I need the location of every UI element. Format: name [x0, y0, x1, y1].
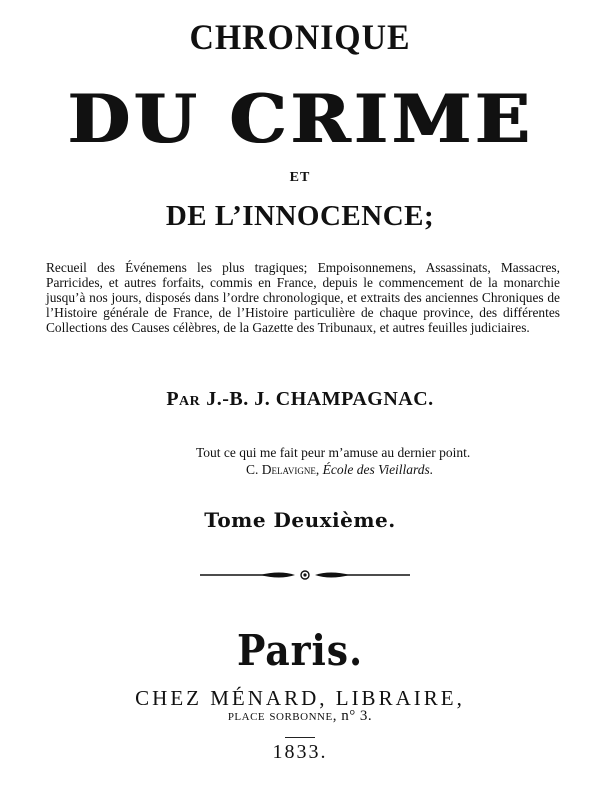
title-line-innocence: DE L’INNOCENCE; [165, 200, 435, 232]
imprint-publisher: CHEZ MÉNARD, LIBRAIRE, [135, 686, 465, 710]
author-prefix: Par [166, 388, 201, 410]
epigraph [196, 444, 556, 478]
epigraph-attribution [196, 461, 556, 478]
epigraph-quote: Tout ce qui me fait peur m’amuse au dernier point. [196, 445, 471, 460]
title-line-du-crime: DU CRIME [67, 80, 533, 158]
epigraph-author: C. Delavigne [246, 462, 316, 477]
epigraph-work: École des Vieillards. [322, 462, 434, 477]
epigraph-separator: , [315, 462, 323, 477]
author-line [0, 388, 600, 411]
author-name: J.-B. J. CHAMPAGNAC. [206, 388, 434, 410]
imprint-address [0, 708, 600, 725]
imprint-address-place: place sorbonne [227, 708, 333, 724]
volume-label: Tome Deuxième. [204, 508, 396, 532]
title-line-chronique: CHRONIQUE [189, 17, 411, 57]
ornament-divider-icon [200, 568, 410, 582]
imprint-address-number: , n° 3. [332, 708, 373, 724]
short-rule-divider [285, 737, 315, 738]
imprint-year: 1833. [272, 741, 328, 763]
subtitle-description: Recueil des Événemens les plus tragiques; Empoisonnemens, Assassinats, Massacres, Parricides, et autres forfaits, commis en France, depuis le commencement de la monarchie jusqu’à nos jours, disposés dans l’ordre chronologique, et extraits des anciennes Chroniques de l’Histoire générale de France, de l’Histoire particulière de chaque province, des différentes Collections des Causes célèbres, de la Gazette des Tribunaux, et autres feuilles judiciaires. [46, 260, 560, 335]
title-line-et: ET [289, 170, 311, 185]
imprint-city: Paris. [236, 626, 364, 675]
